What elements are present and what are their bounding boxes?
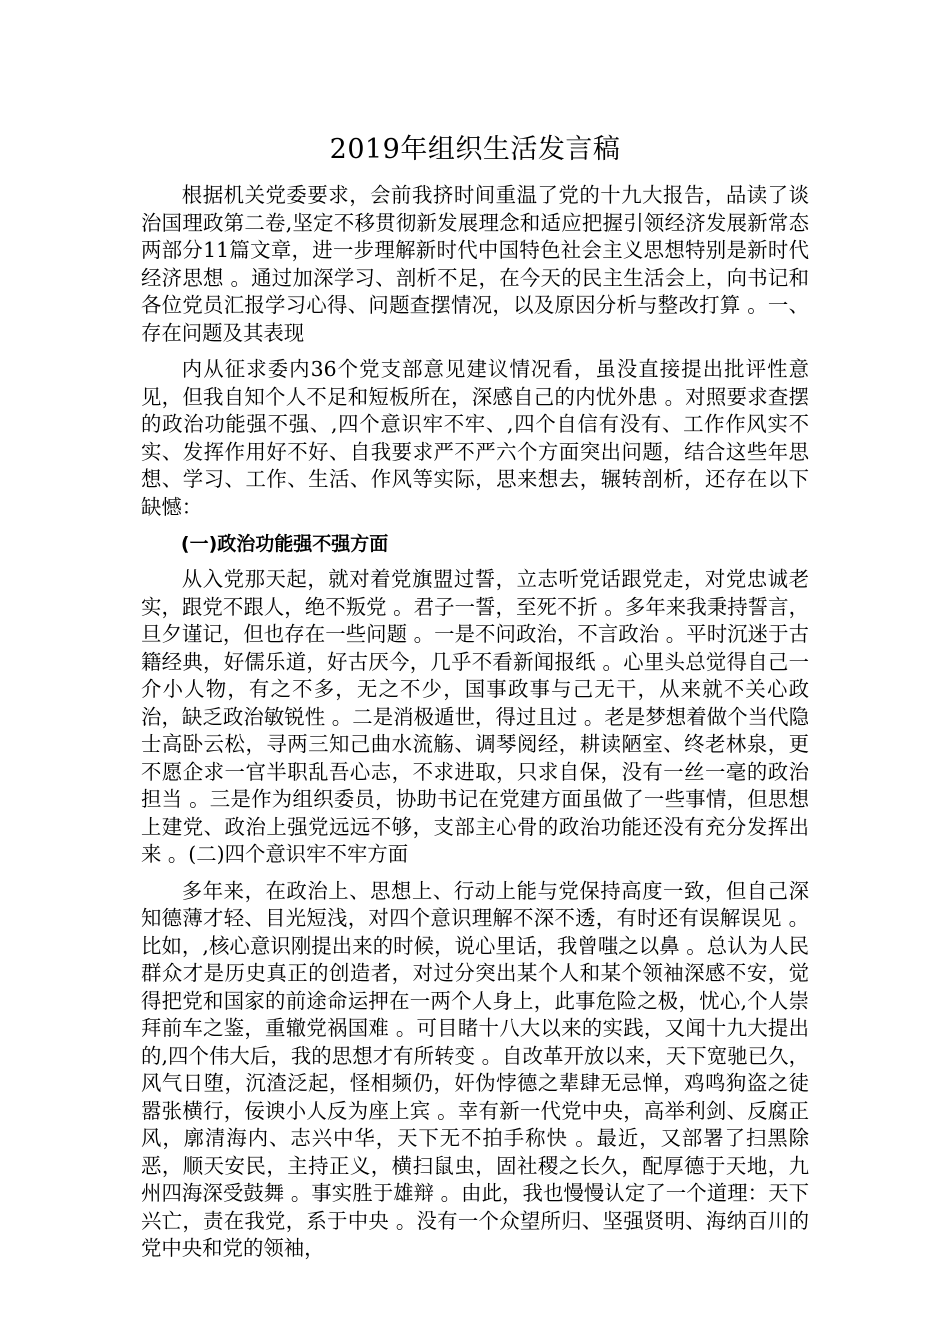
paragraph-political-function: 从入党那天起，就对着党旗盟过誓，立志听党话跟党走，对党忠诚老实，跟党不跟人，绝不叛党 。君子一誓，至死不折 。多年来我秉持誓言，旦夕谨记，但也存在一些问题 。一是不问政治，不言政治 。平时沉迷于古籍经典，好儒乐道，好古厌今，几乎不看新闻报纸 。心里头总觉得自己一介小人物，有之不多，无之不少，国事政事与己无干，从来就不关心政治，缺乏政治敏锐性 。二是消极遁世，得过且过 。老是梦想着做个当代隐士高卧云松，寻两三知己曲水流觞、调琴阅经，耕读陋室、终老林泉，更不愿企求一官半职乱吾心志，不求进取，只求自保，没有一丝一毫的政治担当 。三是作为组织委员，协助书记在党建方面虽做了一些事情，但思想上建党、政治上强党远远不够，支部主心骨的政治功能还没有充分发挥出来 。(二)四个意识牢不牢方面 (141, 567, 809, 866)
section-heading-political-function: (一)政治功能强不强方面 (180, 533, 389, 555)
paragraph-four-consciousness: 多年来，在政治上、思想上、行动上能与党保持高度一致，但自己深知德薄才轻、目光短浅，对四个意识理解不深不透，有时还有误解误见 。比如，,核心意识刚提出来的时候，说心里话，我曾嗤之以鼻 。总认为人民群众才是历史真正的创造者，对过分突出某个人和某个领袖深感不安，觉得把党和国家的前途命运押在一两个人身上，此事危险之极，忧心,个人崇拜前车之鉴，重辙党祸国难 。可目睹十八大以来的实践，又闻十九大提出的,四个伟大后，我的思想才有所转变 。自改革开放以来，天下宽驰已久，风气日堕，沉渣泛起，怪相频仍，奸伪悖德之辈肆无忌惮，鸡鸣狗盗之徒嚣张横行，佞谀小人反为座上宾 。幸有新一代党中央，高举利剑、反腐正风，廓清海内、志兴中华，天下无不拍手称快 。最近，又部署了扫黑除恶，顺天安民，主持正义，横扫鼠虫，固社稷之长久，配厚德于天地，九州四海深受鼓舞 。事实胜于雄辩 。由此，我也慢慢认定了一个道理：天下兴亡，责在我党，系于中央 。没有一个众望所归、坚强贤明、海纳百川的党中央和党的领袖， (141, 878, 809, 1260)
paragraph-self-review: 内从征求委内36个党支部意见建议情况看，虽没直接提出批评性意见，但我自知个人不足和短板所在，深感自己的内忧外患 。对照要求查摆的政治功能强不强、,四个意识牢不牢、,四个自信有没有、工作作风实不实、发挥作用好不好、自我要求严不严六个方面突出问题，结合这些年思想、学习、工作、生活、作风等实际，思来想去，辗转剖析，还存在以下缺憾： (141, 357, 809, 519)
paragraph-intro: 根据机关党委要求，会前我挤时间重温了党的十九大报告，品读了谈治国理政第二卷,坚定不移贯彻新发展理念和适应把握引领经济发展新常态两部分11篇文章，进一步理解新时代中国特色社会主义思想特别是新时代经济思想 。通过加深学习、剖析不足，在今天的民主生活会上，向书记和各位党员汇报学习心得、问题查摆情况，以及原因分析与整改打算 。一、存在问题及其表现 (141, 183, 809, 345)
document-title: 2019年组织生活发言稿 (329, 134, 621, 165)
document-page (141, 130, 809, 1272)
